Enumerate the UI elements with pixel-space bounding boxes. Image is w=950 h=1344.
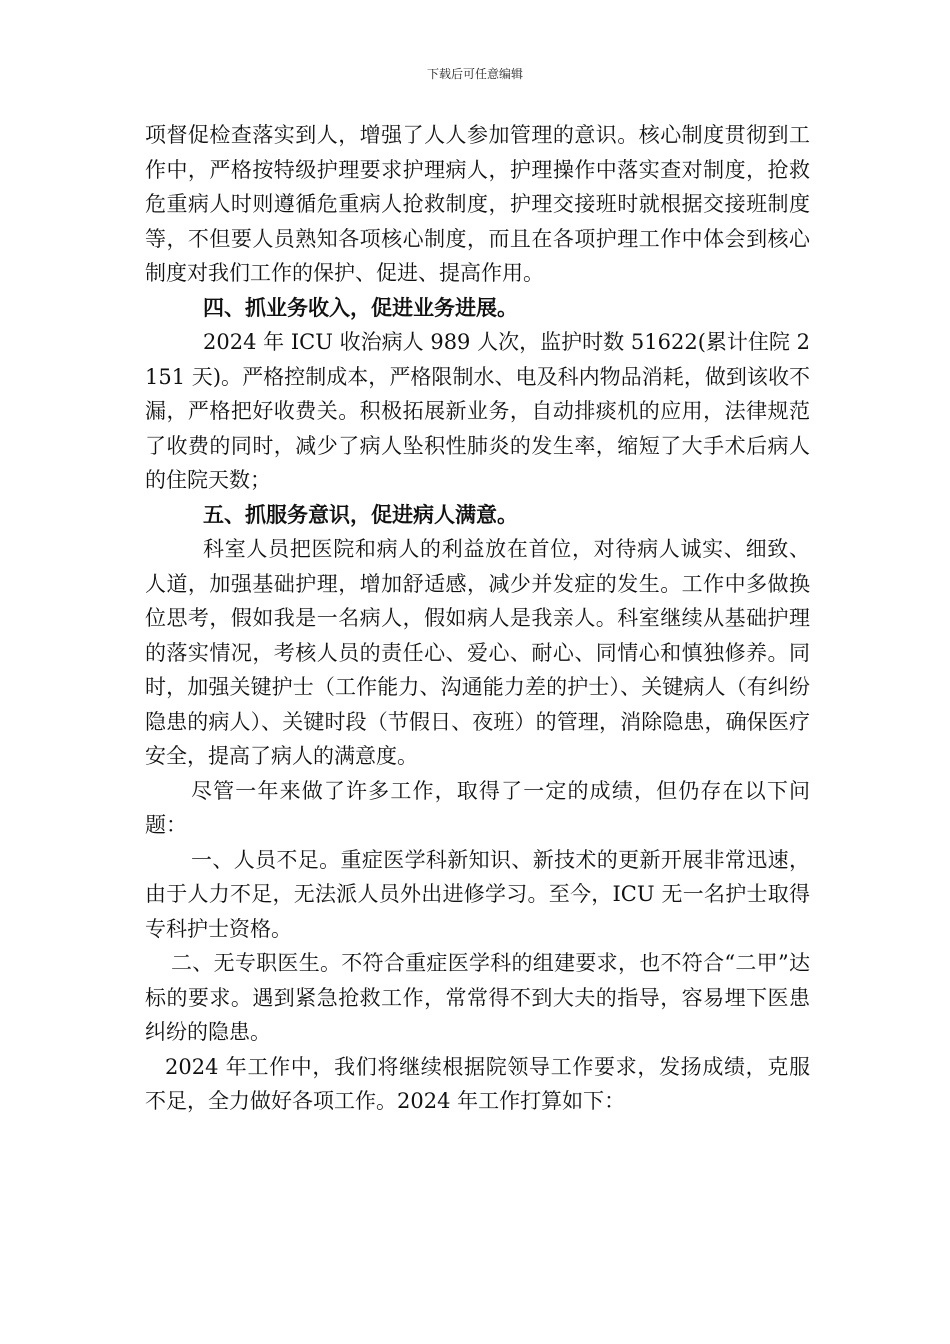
paragraph-core-system: 项督促检查落实到人，增强了人人参加管理的意识。核心制度贯彻到工作中，严格按特级护理要求护理病人，护理操作中落实查对制度，抢救危重病人时则遵循危重病人抢救制度，护理交接班时就根据交接班制度等，不但要人员熟知各项核心制度，而且在各项护理工作中体会到核心制度对我们工作的保护、促进、提高作用。 [145,123,810,285]
document-body [145,118,810,1119]
paragraph-existing-problems: 尽管一年来做了许多工作，取得了一定的成绩，但仍存在以下问题： [145,778,810,837]
paragraph-problem-staffing: 一、人员不足。重症医学科新知识、新技术的更新开展非常迅速，由于人力不足，无法派人员外出进修学习。至今，ICU 无一名护士取得专科护士资格。 [145,847,810,941]
paragraph-patient-interests: 科室人员把医院和病人的利益放在首位，对待病人诚实、细致、人道，加强基础护理，增加舒适感，减少并发症的发生。工作中多做换位思考，假如我是一名病人，假如病人是我亲人。科室继续从基础护理的落实情况，考核人员的责任心、爱心、耐心、同情心和慎独修养。同时，加强关键护士（工作能力、沟通能力差的护士）、关键病人（有纠纷隐患的病人）、关键时段（节假日、夜班）的管理，消除隐患，确保医疗安全，提高了病人的满意度。 [145,537,810,768]
paragraph-work-plan: 2024 年工作中，我们将继续根据院领导工作要求，发扬成绩，克服不足，全力做好各项工作。2024 年工作打算如下： [145,1054,810,1113]
page-header: 下载后可任意编辑 [426,67,523,81]
paragraph-icu-statistics: 2024 年 ICU 收治病人 989 人次，监护时数 51622(累计住院 2151 天)。严格控制成本，严格限制水、电及科内物品消耗，做到该收不漏，严格把好收费关。积极拓展新业务，自动排痰机的应用，法律规范了收费的同时，减少了病人坠积性肺炎的发生率，缩短了大手术后病人的住院天数； [145,330,810,492]
section-heading-business-income: 四、抓业务收入，促进业务进展。 [203,294,518,320]
paragraph-problem-no-doctor: 二、无专职医生。不符合重症医学科的组建要求，也不符合“二甲”达标的要求。遇到紧急抢救工作，常常得不到大夫的指导，容易埋下医患纠纷的隐患。 [145,951,810,1044]
section-heading-service-awareness: 五、抓服务意识，促进病人满意。 [203,501,518,527]
